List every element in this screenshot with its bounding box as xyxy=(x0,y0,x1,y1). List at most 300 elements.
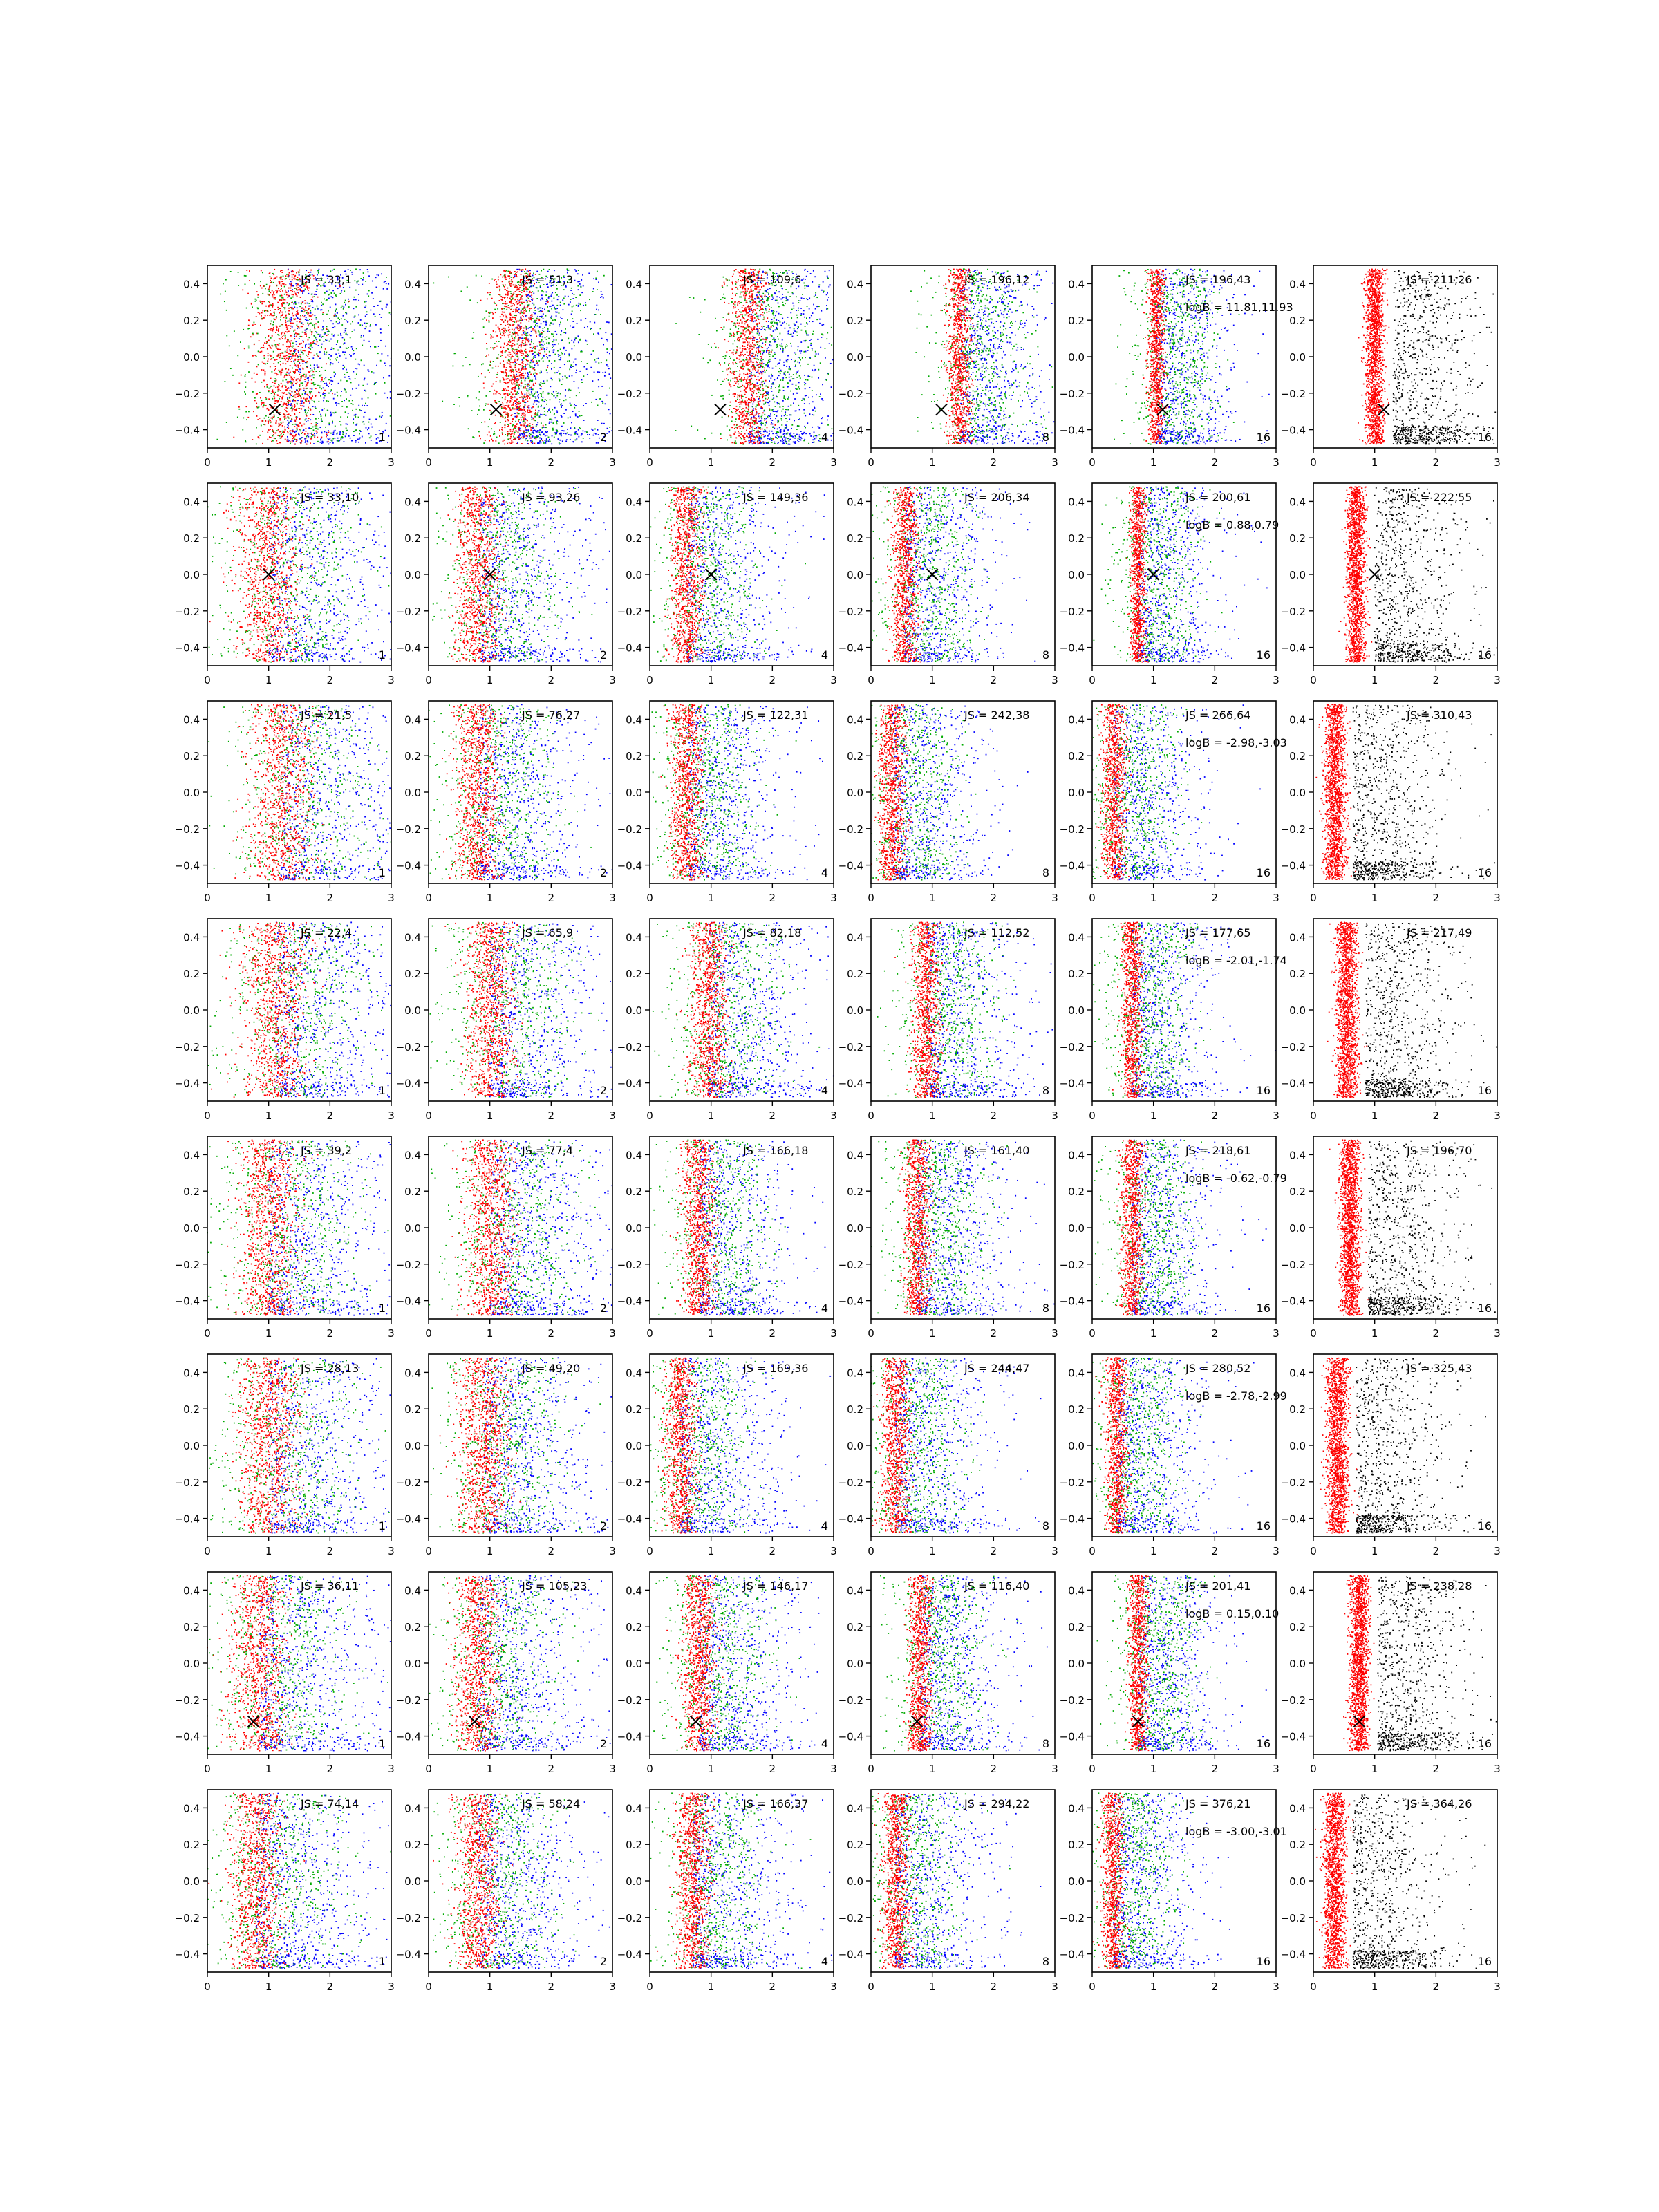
scatter-point xyxy=(281,358,283,359)
scatter-point xyxy=(248,346,250,347)
scatter-point xyxy=(308,303,310,304)
scatter-point xyxy=(579,427,580,428)
scatter-point xyxy=(535,377,536,379)
scatter-point xyxy=(570,403,571,404)
scatter-point xyxy=(359,430,361,431)
scatter-point xyxy=(503,407,505,409)
scatter-point xyxy=(536,271,538,272)
scatter-point xyxy=(512,343,514,344)
scatter-point xyxy=(261,301,263,303)
scatter-point xyxy=(380,301,382,302)
scatter-point xyxy=(513,375,514,377)
scatter-point xyxy=(490,347,491,348)
scatter-point xyxy=(514,344,515,346)
scatter-point xyxy=(353,308,355,309)
scatter-point xyxy=(574,433,576,435)
scatter-point xyxy=(287,361,288,362)
scatter-point xyxy=(601,338,603,339)
scatter-point xyxy=(281,294,282,296)
scatter-point xyxy=(511,388,512,390)
scatter-point xyxy=(271,441,272,442)
scatter-point xyxy=(531,299,532,300)
scatter-point xyxy=(288,425,289,427)
scatter-point xyxy=(328,401,329,402)
scatter-point xyxy=(302,347,303,348)
scatter-point xyxy=(329,341,330,342)
scatter-point xyxy=(518,419,520,420)
scatter-point xyxy=(502,397,503,398)
scatter-point xyxy=(319,358,321,359)
scatter-point xyxy=(516,382,518,383)
scatter-point xyxy=(317,308,318,309)
scatter-point xyxy=(760,366,761,368)
scatter-point xyxy=(388,375,390,377)
scatter-point xyxy=(324,395,326,397)
scatter-point xyxy=(757,382,758,384)
scatter-point xyxy=(496,324,497,326)
scatter-point xyxy=(306,335,307,337)
scatter-point xyxy=(545,321,547,322)
y-tick-label: −0.4 xyxy=(396,424,421,437)
scatter-point xyxy=(525,418,526,419)
scatter-point xyxy=(305,411,306,413)
scatter-point xyxy=(281,315,283,316)
scatter-point xyxy=(786,366,787,367)
scatter-point xyxy=(514,271,516,272)
scatter-point xyxy=(585,431,586,432)
scatter-point xyxy=(321,367,323,368)
scatter-point xyxy=(544,411,545,412)
scatter-point xyxy=(507,275,509,276)
scatter-point xyxy=(541,371,542,372)
scatter-point xyxy=(277,435,279,436)
scatter-point xyxy=(769,405,770,406)
scatter-point xyxy=(524,402,525,403)
scatter-point xyxy=(509,433,510,434)
scatter-point xyxy=(535,324,536,326)
scatter-point xyxy=(323,321,324,322)
scatter-point xyxy=(344,339,345,341)
scatter-point xyxy=(823,324,824,326)
scatter-point xyxy=(299,274,300,276)
scatter-point xyxy=(519,372,521,373)
scatter-point xyxy=(264,424,265,425)
scatter-point xyxy=(517,299,518,301)
scatter-point xyxy=(527,384,529,385)
scatter-point xyxy=(510,429,512,431)
scatter-point xyxy=(340,416,341,418)
scatter-point xyxy=(294,334,295,335)
scatter-point xyxy=(507,424,509,425)
scatter-point xyxy=(270,346,271,348)
scatter-point xyxy=(548,437,550,438)
scatter-point xyxy=(281,406,283,407)
scatter-point xyxy=(518,321,520,322)
scatter-point xyxy=(285,404,287,405)
scatter-point xyxy=(281,372,283,373)
scatter-point xyxy=(547,286,549,288)
scatter-point xyxy=(369,419,371,420)
scatter-point xyxy=(282,279,283,280)
scatter-point xyxy=(289,314,290,315)
scatter-point xyxy=(529,327,531,328)
scatter-point xyxy=(558,356,559,357)
scatter-point xyxy=(283,404,285,405)
scatter-point xyxy=(335,310,336,312)
scatter-point xyxy=(504,427,505,428)
scatter-point xyxy=(772,433,774,434)
scatter-point xyxy=(536,335,537,337)
scatter-point xyxy=(782,294,783,295)
scatter-point xyxy=(542,336,543,337)
scatter-point xyxy=(507,438,509,440)
scatter-point xyxy=(263,404,265,406)
scatter-point xyxy=(518,427,520,429)
scatter-point xyxy=(386,306,387,308)
scatter-point xyxy=(276,329,277,330)
scatter-point xyxy=(800,437,802,438)
scatter-point xyxy=(538,352,539,353)
scatter-point xyxy=(523,353,524,355)
scatter-point xyxy=(609,427,610,428)
scatter-point xyxy=(509,341,511,343)
scatter-point xyxy=(511,296,512,297)
scatter-point xyxy=(523,311,524,312)
scatter-point xyxy=(505,279,507,280)
scatter-point xyxy=(291,419,292,420)
scatter-point xyxy=(288,381,290,382)
scatter-point xyxy=(562,299,563,301)
scatter-point xyxy=(304,393,306,395)
scatter-point xyxy=(769,367,770,368)
scatter-point xyxy=(300,429,301,430)
scatter-point xyxy=(513,379,514,381)
scatter-point xyxy=(356,368,357,370)
scatter-point xyxy=(807,375,809,377)
scatter-point xyxy=(302,308,303,309)
scatter-point xyxy=(523,312,525,314)
scatter-point xyxy=(275,332,276,333)
scatter-point xyxy=(578,270,579,271)
scatter-point xyxy=(782,297,783,299)
scatter-point xyxy=(302,432,303,433)
scatter-point xyxy=(272,335,273,337)
scatter-point xyxy=(783,429,785,431)
scatter-point xyxy=(529,394,531,395)
scatter-point xyxy=(500,316,501,317)
scatter-point xyxy=(527,409,529,411)
scatter-point xyxy=(517,437,518,438)
scatter-point xyxy=(527,424,529,426)
scatter-point xyxy=(279,312,280,314)
scatter-point xyxy=(363,416,364,418)
scatter-point xyxy=(376,382,377,383)
scatter-point xyxy=(500,294,501,296)
scatter-point xyxy=(563,309,564,310)
scatter-point xyxy=(530,317,532,318)
scatter-point xyxy=(511,405,512,406)
scatter-point xyxy=(319,386,321,387)
scatter-point xyxy=(782,438,783,440)
scatter-point xyxy=(283,358,285,359)
scatter-point xyxy=(321,381,322,382)
scatter-point xyxy=(814,369,816,371)
scatter-point xyxy=(601,386,603,387)
scatter-point xyxy=(535,307,536,308)
scatter-point xyxy=(288,417,289,418)
scatter-point xyxy=(544,327,545,328)
scatter-point xyxy=(601,423,603,424)
scatter-point xyxy=(256,406,258,408)
scatter-point xyxy=(594,372,595,373)
scatter-point xyxy=(520,402,521,404)
scatter-point xyxy=(507,345,508,346)
scatter-point xyxy=(292,411,293,412)
scatter-point xyxy=(534,352,536,353)
scatter-point xyxy=(563,297,565,299)
scatter-point xyxy=(306,444,308,445)
scatter-point xyxy=(805,433,807,434)
scatter-point xyxy=(513,436,514,438)
scatter-point xyxy=(534,367,535,368)
scatter-point xyxy=(330,440,332,441)
scatter-point xyxy=(288,313,289,315)
scatter-point xyxy=(364,390,366,391)
scatter-point xyxy=(525,287,527,288)
scatter-point xyxy=(341,324,343,326)
scatter-point xyxy=(344,302,345,303)
scatter-point xyxy=(553,339,554,341)
scatter-point xyxy=(565,332,566,334)
scatter-point xyxy=(310,344,312,346)
scatter-point xyxy=(315,294,316,295)
scatter-point xyxy=(527,339,529,340)
scatter-point xyxy=(292,289,293,290)
scatter-point xyxy=(328,330,329,331)
scatter-point xyxy=(241,375,242,376)
scatter-point xyxy=(780,325,782,326)
scatter-point xyxy=(295,353,297,355)
scatter-point xyxy=(270,386,272,387)
scatter-point xyxy=(574,280,576,281)
scatter-point xyxy=(314,435,315,436)
scatter-point xyxy=(312,395,313,397)
scatter-point xyxy=(357,439,359,440)
scatter-point xyxy=(533,357,534,359)
scatter-point xyxy=(344,271,345,272)
scatter-point xyxy=(524,338,525,339)
scatter-point xyxy=(271,278,272,279)
scatter-point xyxy=(288,321,290,322)
scatter-point xyxy=(771,299,773,300)
scatter-point xyxy=(493,361,494,362)
scatter-point xyxy=(365,403,366,404)
scatter-point xyxy=(827,276,828,277)
scatter-point xyxy=(514,390,516,391)
scatter-point xyxy=(335,402,337,403)
scatter-point xyxy=(291,361,292,362)
scatter-point xyxy=(529,365,531,366)
scatter-point xyxy=(256,291,258,292)
scatter-point xyxy=(828,297,830,298)
scatter-point xyxy=(297,314,299,315)
scatter-point xyxy=(528,341,529,342)
scatter-point xyxy=(513,276,514,278)
scatter-point xyxy=(318,418,319,419)
scatter-point xyxy=(355,378,356,379)
scatter-point xyxy=(534,436,536,438)
scatter-point xyxy=(317,366,319,368)
scatter-point xyxy=(771,386,772,388)
scatter-point xyxy=(518,376,519,377)
scatter-point xyxy=(276,420,277,422)
scatter-point xyxy=(308,308,310,310)
scatter-point xyxy=(294,336,295,337)
scatter-point xyxy=(518,379,519,381)
scatter-point xyxy=(488,320,489,321)
scatter-point xyxy=(814,431,815,433)
scatter-point xyxy=(575,415,577,417)
scatter-point xyxy=(300,430,301,431)
scatter-point xyxy=(233,437,234,438)
scatter-point xyxy=(541,347,542,348)
scatter-point xyxy=(518,372,519,373)
scatter-point xyxy=(364,424,365,425)
scatter-point xyxy=(549,269,550,270)
scatter-point xyxy=(514,367,516,368)
scatter-point xyxy=(295,397,297,398)
scatter-point xyxy=(519,345,521,346)
scatter-point xyxy=(572,366,573,367)
scatter-point xyxy=(504,335,505,336)
scatter-point xyxy=(782,288,783,289)
scatter-point xyxy=(514,381,516,382)
scatter-point xyxy=(787,331,789,332)
scatter-point xyxy=(297,429,298,431)
scatter-point xyxy=(331,384,332,385)
scatter-point xyxy=(518,337,519,338)
scatter-point xyxy=(552,319,554,321)
scatter-point xyxy=(282,396,283,397)
scatter-point xyxy=(572,411,574,412)
scatter-point xyxy=(354,297,355,298)
scatter-point xyxy=(294,278,295,279)
scatter-point xyxy=(286,407,288,409)
scatter-point xyxy=(354,330,355,331)
scatter-point xyxy=(360,319,362,321)
scatter-point xyxy=(503,412,505,413)
scatter-point xyxy=(512,397,514,398)
scatter-point xyxy=(356,388,357,389)
scatter-point xyxy=(319,411,320,413)
scatter-point xyxy=(510,409,512,411)
scatter-point xyxy=(541,348,543,350)
scatter-point xyxy=(265,415,267,417)
scatter-point xyxy=(272,416,274,418)
scatter-point xyxy=(330,359,331,360)
scatter-point xyxy=(289,357,290,358)
scatter-point xyxy=(442,401,443,402)
scatter-point xyxy=(269,294,270,296)
scatter-point xyxy=(309,396,310,397)
scatter-point xyxy=(532,424,533,425)
scatter-point xyxy=(312,343,313,344)
scatter-point xyxy=(378,274,379,276)
scatter-point xyxy=(254,373,255,374)
scatter-point xyxy=(306,375,307,377)
scatter-point xyxy=(294,372,296,373)
scatter-point xyxy=(532,388,534,390)
scatter-point xyxy=(528,294,529,295)
scatter-point xyxy=(752,443,753,444)
scatter-point xyxy=(760,400,761,402)
scatter-point xyxy=(513,428,514,429)
scatter-point xyxy=(485,440,486,441)
scatter-point xyxy=(556,421,558,422)
scatter-point xyxy=(771,431,773,432)
scatter-point xyxy=(261,303,263,304)
scatter-point xyxy=(796,371,798,373)
scatter-point xyxy=(568,353,570,355)
scatter-point xyxy=(257,333,259,335)
scatter-point xyxy=(275,368,276,370)
scatter-point xyxy=(581,361,582,362)
scatter-point xyxy=(270,378,272,379)
scatter-point xyxy=(305,409,306,410)
scatter-point xyxy=(297,400,299,401)
scatter-point xyxy=(505,301,506,302)
scatter-point xyxy=(294,413,295,415)
scatter-point xyxy=(533,343,534,344)
scatter-point xyxy=(326,335,328,336)
scatter-point xyxy=(488,369,489,371)
scatter-point xyxy=(515,336,516,337)
scatter-point xyxy=(300,400,301,402)
scatter-point xyxy=(382,412,383,413)
scatter-point xyxy=(330,413,332,415)
scatter-point xyxy=(310,393,311,395)
scatter-point xyxy=(812,312,814,314)
scatter-point xyxy=(294,400,296,402)
scatter-point xyxy=(274,403,275,404)
scatter-point xyxy=(522,340,523,341)
scatter-point xyxy=(295,341,297,342)
scatter-point xyxy=(287,339,288,341)
scatter-point xyxy=(527,297,529,298)
scatter-point xyxy=(568,304,570,306)
scatter-point xyxy=(534,326,535,328)
scatter-point xyxy=(258,364,259,366)
scatter-point xyxy=(560,305,561,306)
scatter-point xyxy=(505,411,506,413)
scatter-point xyxy=(504,440,505,441)
scatter-point xyxy=(521,312,523,314)
scatter-point xyxy=(333,372,335,373)
scatter-points xyxy=(216,268,391,444)
scatter-point xyxy=(314,328,315,329)
scatter-point xyxy=(488,426,489,427)
scatter-point xyxy=(513,382,514,384)
scatter-point xyxy=(312,331,313,332)
scatter-point xyxy=(772,297,774,298)
scatter-point xyxy=(572,306,573,308)
scatter-point xyxy=(512,433,513,434)
scatter-point xyxy=(258,350,259,352)
scatter-point xyxy=(355,368,356,369)
scatter-point xyxy=(820,347,821,348)
scatter-point xyxy=(385,346,386,347)
scatter-point xyxy=(274,294,275,295)
